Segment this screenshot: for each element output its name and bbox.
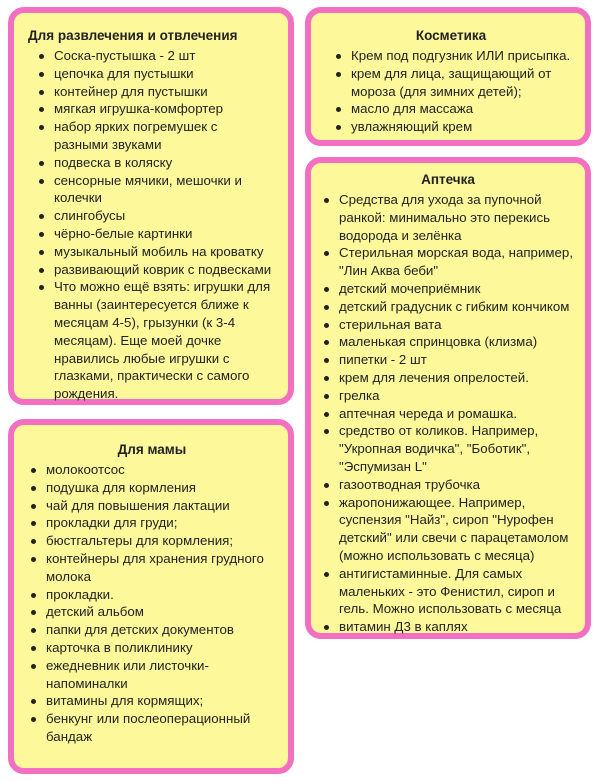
list-item: детский альбом	[28, 603, 276, 621]
mom-title: Для мамы	[117, 442, 187, 457]
list-item: ежедневник или листочки-напоминалки	[28, 657, 276, 693]
mom-list	[28, 461, 276, 746]
cosmetics-title: Косметика	[415, 28, 487, 43]
list-item: Крем под подгузник ИЛИ присыпка.	[333, 47, 573, 65]
list-item: витамин Д3 в каплях	[321, 618, 575, 636]
list-item: папки для детских документов	[28, 621, 276, 639]
list-item: бенкунг или послеоперационный бандаж	[28, 710, 276, 746]
list-item: жаропонижающее. Например, суспензия "Найз", сироп "Нурофен детский" или свечи с парацетамолом (можно использовать с месяца)	[321, 494, 575, 565]
list-item: прокладки для груди;	[28, 514, 276, 532]
list-item: контейнер для пустышки	[36, 83, 272, 101]
list-item: крем для лица, защищающий от мороза (для зимних детей);	[333, 65, 573, 101]
list-item: контейнеры для хранения грудного молока	[28, 550, 276, 586]
firstaid-card	[305, 157, 591, 639]
list-item: карточка в поликлинику	[28, 639, 276, 657]
list-item: цепочка для пустышки	[36, 65, 272, 83]
list-item: Стерильная морская вода, например, "Лин Аква беби"	[321, 244, 575, 280]
firstaid-list	[321, 191, 575, 636]
list-item: маленькая спринцовка (клизма)	[321, 333, 575, 351]
list-item: слингобусы	[36, 207, 272, 225]
firstaid-title: Аптечка	[421, 172, 475, 187]
list-item: мягкая игрушка-комфортер	[36, 100, 272, 118]
entertainment-card	[8, 7, 294, 405]
list-item: пипетки - 2 шт	[321, 351, 575, 369]
list-item: чай для повышения лактации	[28, 497, 276, 515]
list-item: грелка	[321, 387, 575, 405]
list-item: антигистаминные. Для самых маленьких - это Фенистил, сироп и гель. Можно использовать с месяца	[321, 565, 575, 618]
list-item: детский мочеприёмник	[321, 280, 575, 298]
list-item: аптечная череда и ромашка.	[321, 405, 575, 423]
list-item: чёрно-белые картинки	[36, 225, 272, 243]
list-item: подвеска в коляску	[36, 154, 272, 172]
list-item: Средства для ухода за пупочной ранкой: минимально это перекись водорода и зелёнка	[321, 191, 575, 244]
list-item: сенсорные мячики, мешочки и колечки	[36, 172, 272, 208]
mom-card	[8, 419, 294, 774]
list-item: стерильная вата	[321, 316, 575, 334]
list-item: бюстгальтеры для кормления;	[28, 532, 276, 550]
list-item: развивающий коврик с подвесками	[36, 261, 272, 279]
list-item: прокладки.	[28, 586, 276, 604]
list-item: набор ярких погремушек с разными звуками	[36, 118, 272, 154]
list-item: увлажняющий крем	[333, 118, 573, 136]
entertainment-list	[36, 47, 272, 403]
entertainment-title: Для развлечения и отвлечения	[28, 28, 238, 43]
list-item: витамины для кормящих;	[28, 692, 276, 710]
list-item: газоотводная трубочка	[321, 476, 575, 494]
list-item: детский градусник с гибким кончиком	[321, 298, 575, 316]
list-item: Соска-пустышка - 2 шт	[36, 47, 272, 65]
list-item: масло для массажа	[333, 100, 573, 118]
list-item: молокоотсос	[28, 461, 276, 479]
cosmetics-list	[333, 47, 573, 136]
list-item: крем для лечения опрелостей.	[321, 369, 575, 387]
list-item: средство от коликов. Например, "Укропная водичка", "Боботик", "Эспумизан L"	[321, 422, 575, 475]
list-item: Что можно ещё взять: игрушки для ванны (заинтересуется ближе к месяцам 4-5), грызунки (к 3-4 месяцам). Еще моей дочке нравились любые игрушки с глазками, практически с самого рождения.	[36, 278, 272, 403]
list-item: подушка для кормления	[28, 479, 276, 497]
cosmetics-card	[305, 7, 591, 146]
list-item: музыкальный мобиль на кроватку	[36, 243, 272, 261]
